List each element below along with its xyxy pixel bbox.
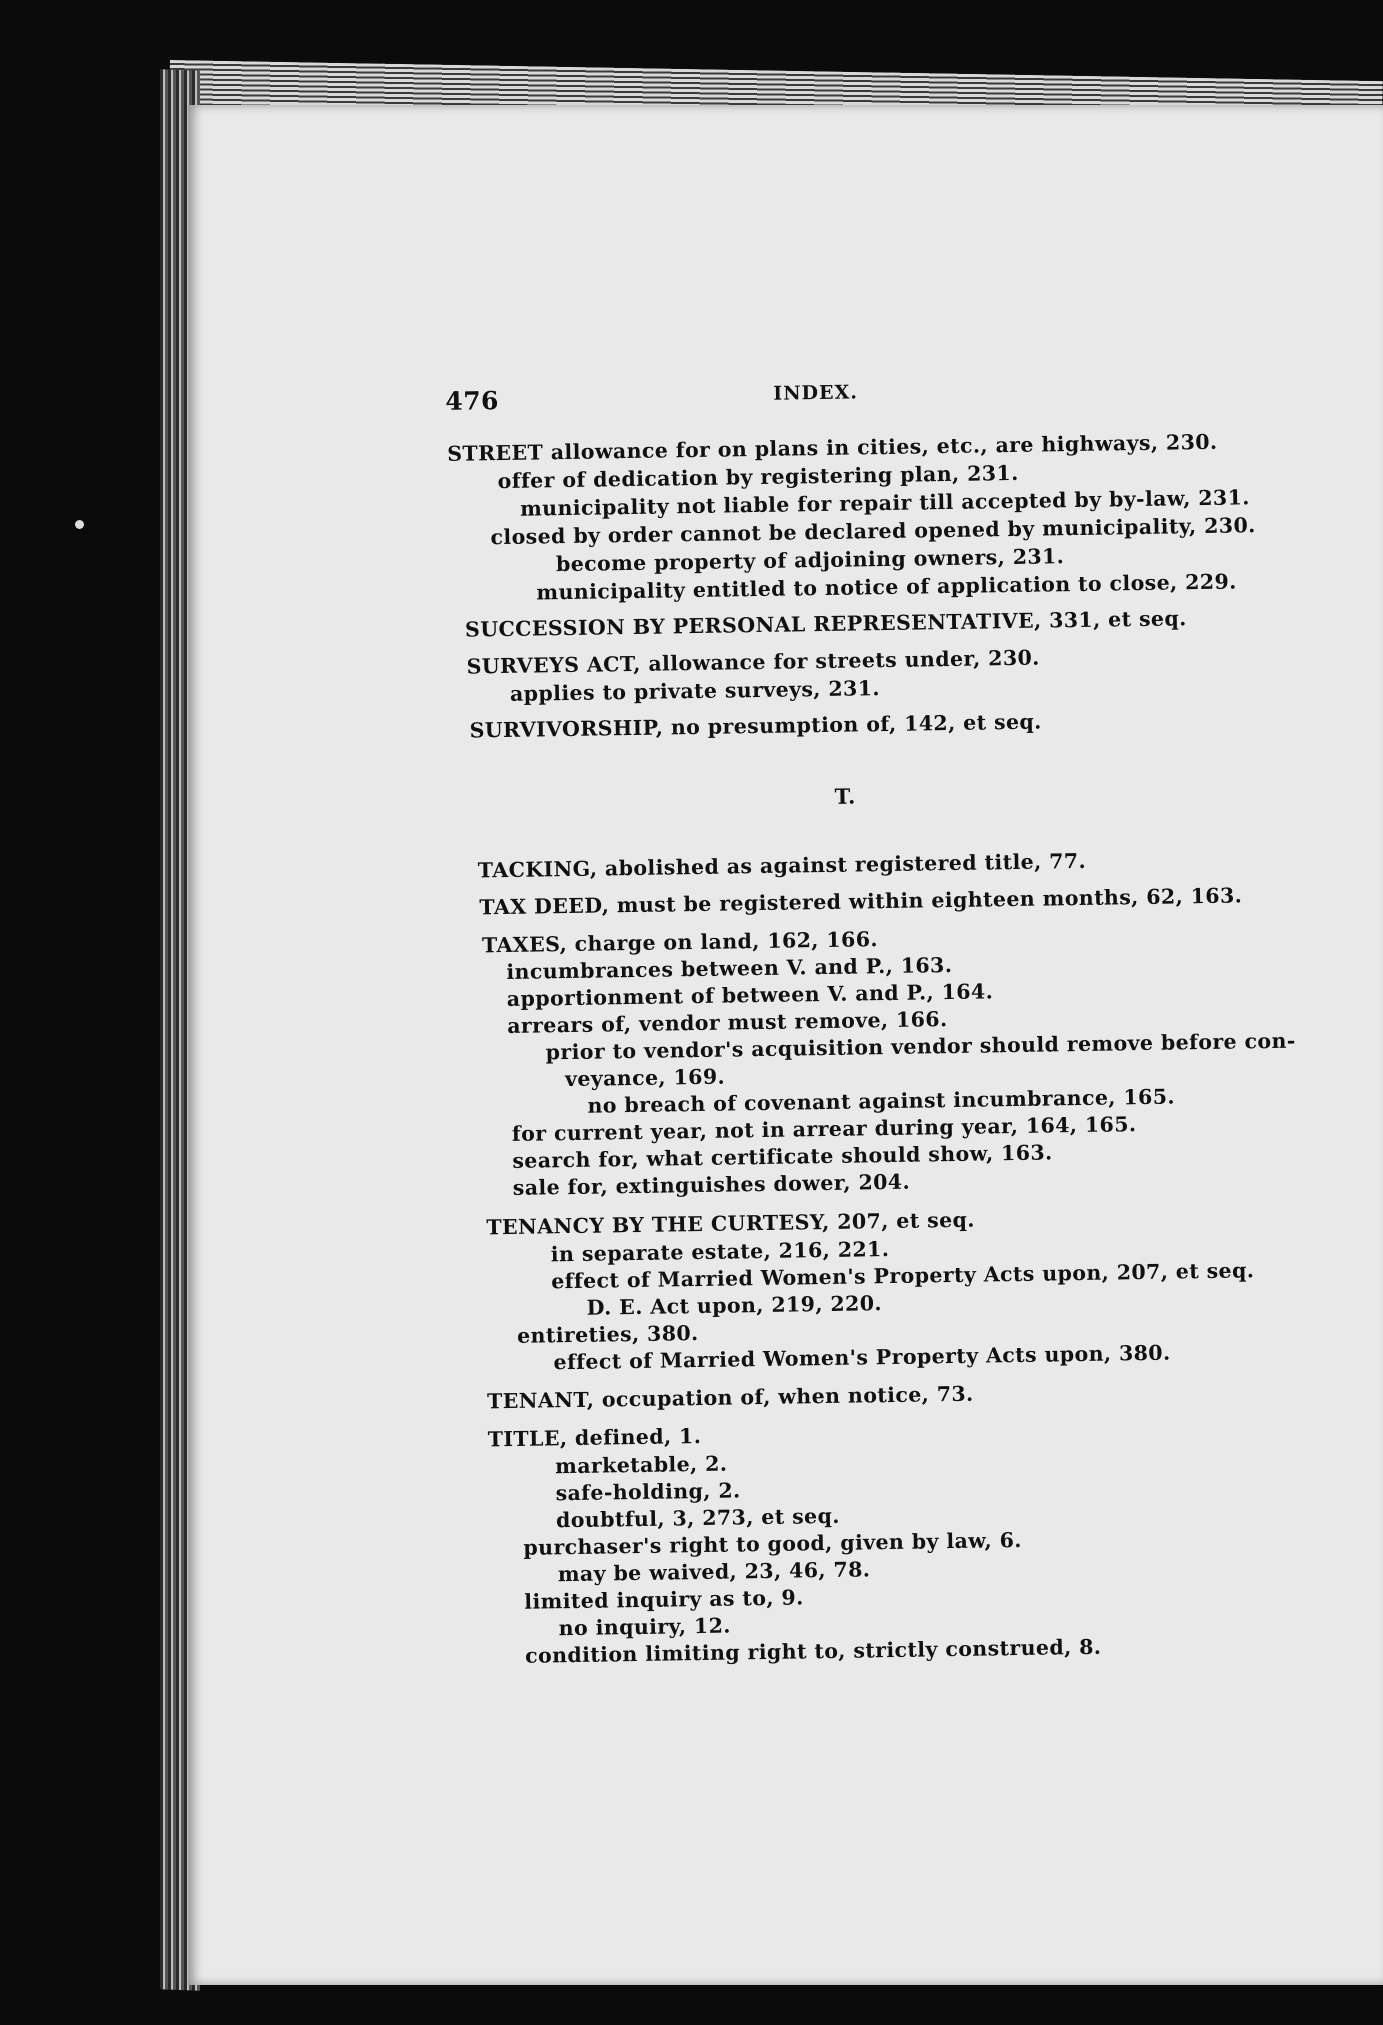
index-subentry: effect of Married Women's Property Acts upon, 207, et seq. xyxy=(551,1258,1255,1294)
index-subentry: offer of dedication by registering plan, 231. xyxy=(497,460,1019,494)
index-entry-tenant: TENANT, occupation of, when notice, 73. xyxy=(486,1381,974,1414)
index-subentry: no inquiry, 12. xyxy=(558,1613,731,1641)
index-subentry: prior to vendor's acquisition vendor should remove before con- xyxy=(545,1028,1296,1065)
index-subentry: apportionment of between V. and P., 164. xyxy=(506,979,994,1011)
index-subentry: municipality entitled to notice of application to close, 229. xyxy=(536,569,1237,605)
index-subentry: sale for, extinguishes dower, 204. xyxy=(512,1169,911,1200)
index-subentry: effect of Married Women's Property Acts upon, 380. xyxy=(553,1340,1171,1375)
index-subentry: marketable, 2. xyxy=(554,1451,728,1479)
index-entry-street: STREET allowance for on plans in cities, etc., are highways, 230. xyxy=(447,429,1218,466)
index-subentry: search for, what certificate should show, 163. xyxy=(512,1140,1053,1173)
book-page xyxy=(188,105,1383,1985)
section-letter-t: T. xyxy=(834,783,856,809)
index-subentry: applies to private surveys, 231. xyxy=(509,676,881,706)
index-subentry: no breach of covenant against incumbrance, 165. xyxy=(587,1084,1176,1118)
index-subentry-continuation: veyance, 169. xyxy=(564,1064,726,1092)
index-entry-survivorship: SURVIVORSHIP, no presumption of, 142, et seq. xyxy=(469,709,1042,743)
index-subentry: D. E. Act upon, 219, 220. xyxy=(586,1291,883,1320)
index-entry-title: TITLE, defined, 1. xyxy=(487,1423,702,1452)
index-subentry: condition limiting right to, strictly construed, 8. xyxy=(524,1634,1102,1668)
index-subentry: purchaser's right to good, given by law, 6. xyxy=(523,1527,1023,1560)
index-entry-tenancy-by-curtesy: TENANCY BY THE CURTESY, 207, et seq. xyxy=(486,1207,975,1240)
index-entry-succession: SUCCESSION BY PERSONAL REPRESENTATIVE, 331, et seq. xyxy=(464,606,1187,642)
index-entry-surveys-act: SURVEYS ACT, allowance for streets under, 230. xyxy=(466,645,1040,679)
index-subentry: limited inquiry as to, 9. xyxy=(524,1585,804,1614)
index-entry-tax-deed: TAX DEED, must be registered within eighteen months, 62, 163. xyxy=(479,883,1243,920)
index-subentry: closed by order cannot be declared opened by municipality, 230. xyxy=(490,513,1256,550)
index-entry-tacking: TACKING, abolished as against registered title, 77. xyxy=(477,848,1087,883)
index-entry-taxes: TAXES, charge on land, 162, 166. xyxy=(481,927,879,958)
index-subentry: entireties, 380. xyxy=(516,1321,699,1348)
index-subentry: doubtful, 3, 273, et seq. xyxy=(555,1503,840,1533)
index-subentry: become property of adjoining owners, 231. xyxy=(555,544,1065,577)
index-subentry: safe-holding, 2. xyxy=(555,1478,741,1506)
index-subentry: for current year, not in arrear during year, 164, 165. xyxy=(511,1112,1137,1146)
index-page-content xyxy=(184,90,1383,1989)
index-subentry: may be waived, 23, 46, 78. xyxy=(557,1557,871,1587)
running-head: INDEX. xyxy=(773,381,859,405)
index-subentry: arrears of, vendor must remove, 166. xyxy=(507,1007,948,1038)
index-subentry: municipality not liable for repair till accepted by by-law, 231. xyxy=(519,485,1251,521)
page-number: 476 xyxy=(445,386,500,416)
index-subentry: incumbrances between V. and P., 163. xyxy=(506,952,953,984)
index-subentry: in separate estate, 216, 221. xyxy=(550,1237,890,1267)
scan-speck xyxy=(75,520,84,529)
